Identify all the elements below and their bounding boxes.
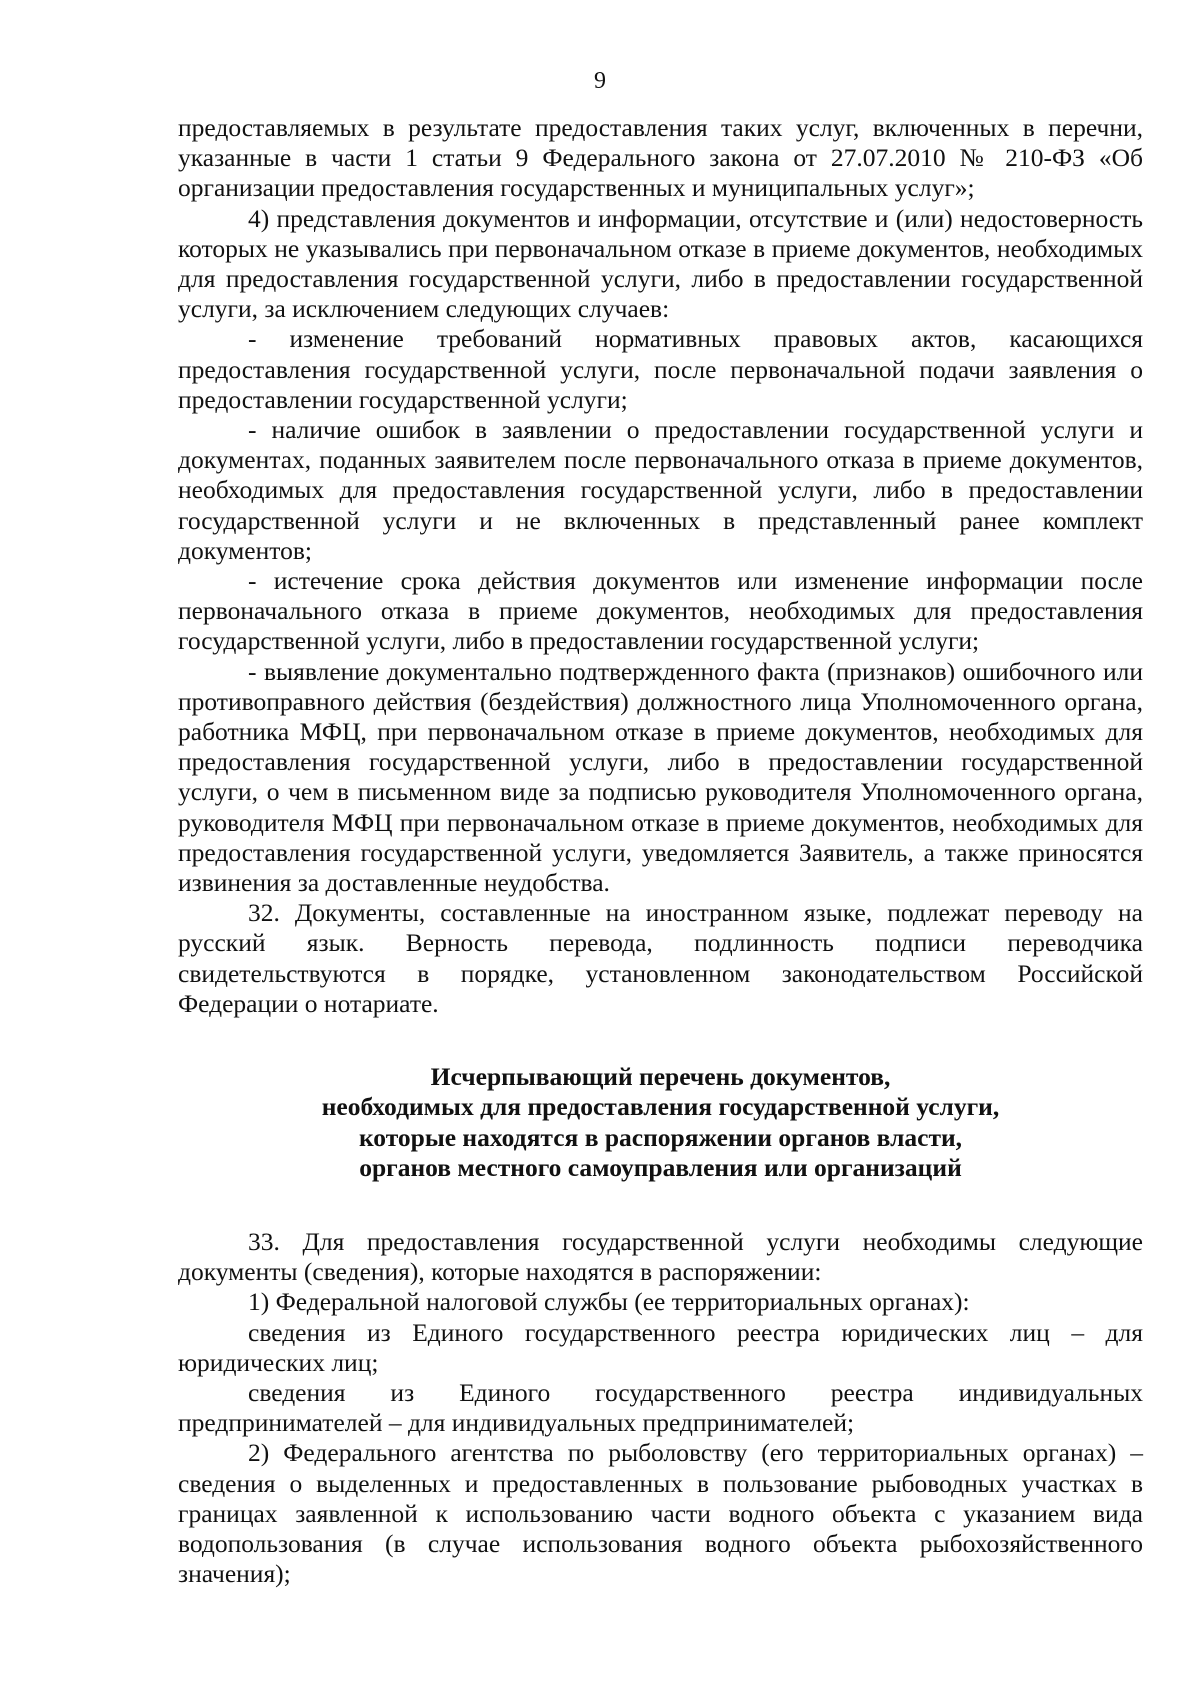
paragraph: - истечение срока действия документов или изменение информации после первоначального отказа в приеме документов, необходимых для предоставления государственной услуги, либо в предоставлении государственной услуги; xyxy=(178,566,1143,656)
paragraph: 2) Федерального агентства по рыболовству (его территориальных органах) – сведения о выделенных и предоставленных в пользование рыбоводных участках в границах заявленной к использованию части водного объекта с указанием вида водопользования (в случае использования водного объекта рыбохозяйственного значения); xyxy=(178,1438,1143,1589)
section-heading-line: необходимых для предоставления государственной услуги, xyxy=(321,1092,1000,1122)
page-number: 9 xyxy=(594,68,606,94)
paragraph: - наличие ошибок в заявлении о предоставлении государственной услуги и документах, поданных заявителем после первоначального отказа в приеме документов, необходимых для предоставления государственной услуги, либо в предоставлении государственной услуги и не включенных в представленный ранее комплект документов; xyxy=(178,415,1143,565)
section-heading-line: органов местного самоуправления или организаций xyxy=(359,1152,962,1182)
section-heading xyxy=(178,1062,1143,1183)
paragraph: - изменение требований нормативных правовых актов, касающихся предоставления государственной услуги, после первоначальной подачи заявления о предоставлении государственной услуги; xyxy=(178,324,1143,414)
paragraph: сведения из Единого государственного реестра индивидуальных предпринимателей – для индивидуальных предпринимателей; xyxy=(178,1377,1143,1438)
paragraph: 4) представления документов и информации, отсутствие и (или) недостоверность которых не указывались при первоначальном отказе в приеме документов, необходимых для предоставления государственной услуги, либо в предоставлении государственной услуги, за исключением следующих случаев: xyxy=(178,203,1143,324)
paragraph: сведения из Единого государственного реестра юридических лиц – для юридических лиц; xyxy=(178,1317,1143,1377)
paragraphs-before xyxy=(178,113,1143,1019)
paragraph: - выявление документально подтвержденного факта (признаков) ошибочного или противоправного действия (бездействия) должностного лица Уполномоченного органа, работника МФЦ, при первоначальном отказе в приеме документов, необходимых для предоставления государственной услуги, либо в предоставлении государственной услуги, о чем в письменном виде за подписью руководителя Уполномоченного органа, руководителя МФЦ при первоначальном отказе в приеме документов, необходимых для предоставления государственной услуги, уведомляется Заявитель, а также приносятся извинения за доставленные неудобства. xyxy=(178,656,1143,898)
paragraphs-after xyxy=(178,1227,1143,1589)
paragraph: 1) Федеральной налоговой службы (ее территориальных органах): xyxy=(248,1287,970,1317)
section-heading-line: которые находятся в распоряжении органов власти, xyxy=(358,1122,963,1152)
document-body xyxy=(178,113,1143,1589)
paragraph: предоставляемых в результате предоставления таких услуг, включенных в перечни, указанные в части 1 статьи 9 Федерального закона от 27.07.2010 № 210-ФЗ «Об организации предоставления государственных и муниципальных услуг»; xyxy=(178,113,1143,203)
paragraph: 32. Документы, составленные на иностранном языке, подлежат переводу на русский язык. Верность перевода, подлинность подписи переводчика свидетельствуются в порядке, установленном законодательством Российской Федерации о нотариате. xyxy=(178,898,1143,1018)
section-heading-line: Исчерпывающий перечень документов, xyxy=(430,1062,891,1092)
paragraph: 33. Для предоставления государственной услуги необходимы следующие документы (сведения), которые находятся в распоряжении: xyxy=(178,1226,1143,1287)
